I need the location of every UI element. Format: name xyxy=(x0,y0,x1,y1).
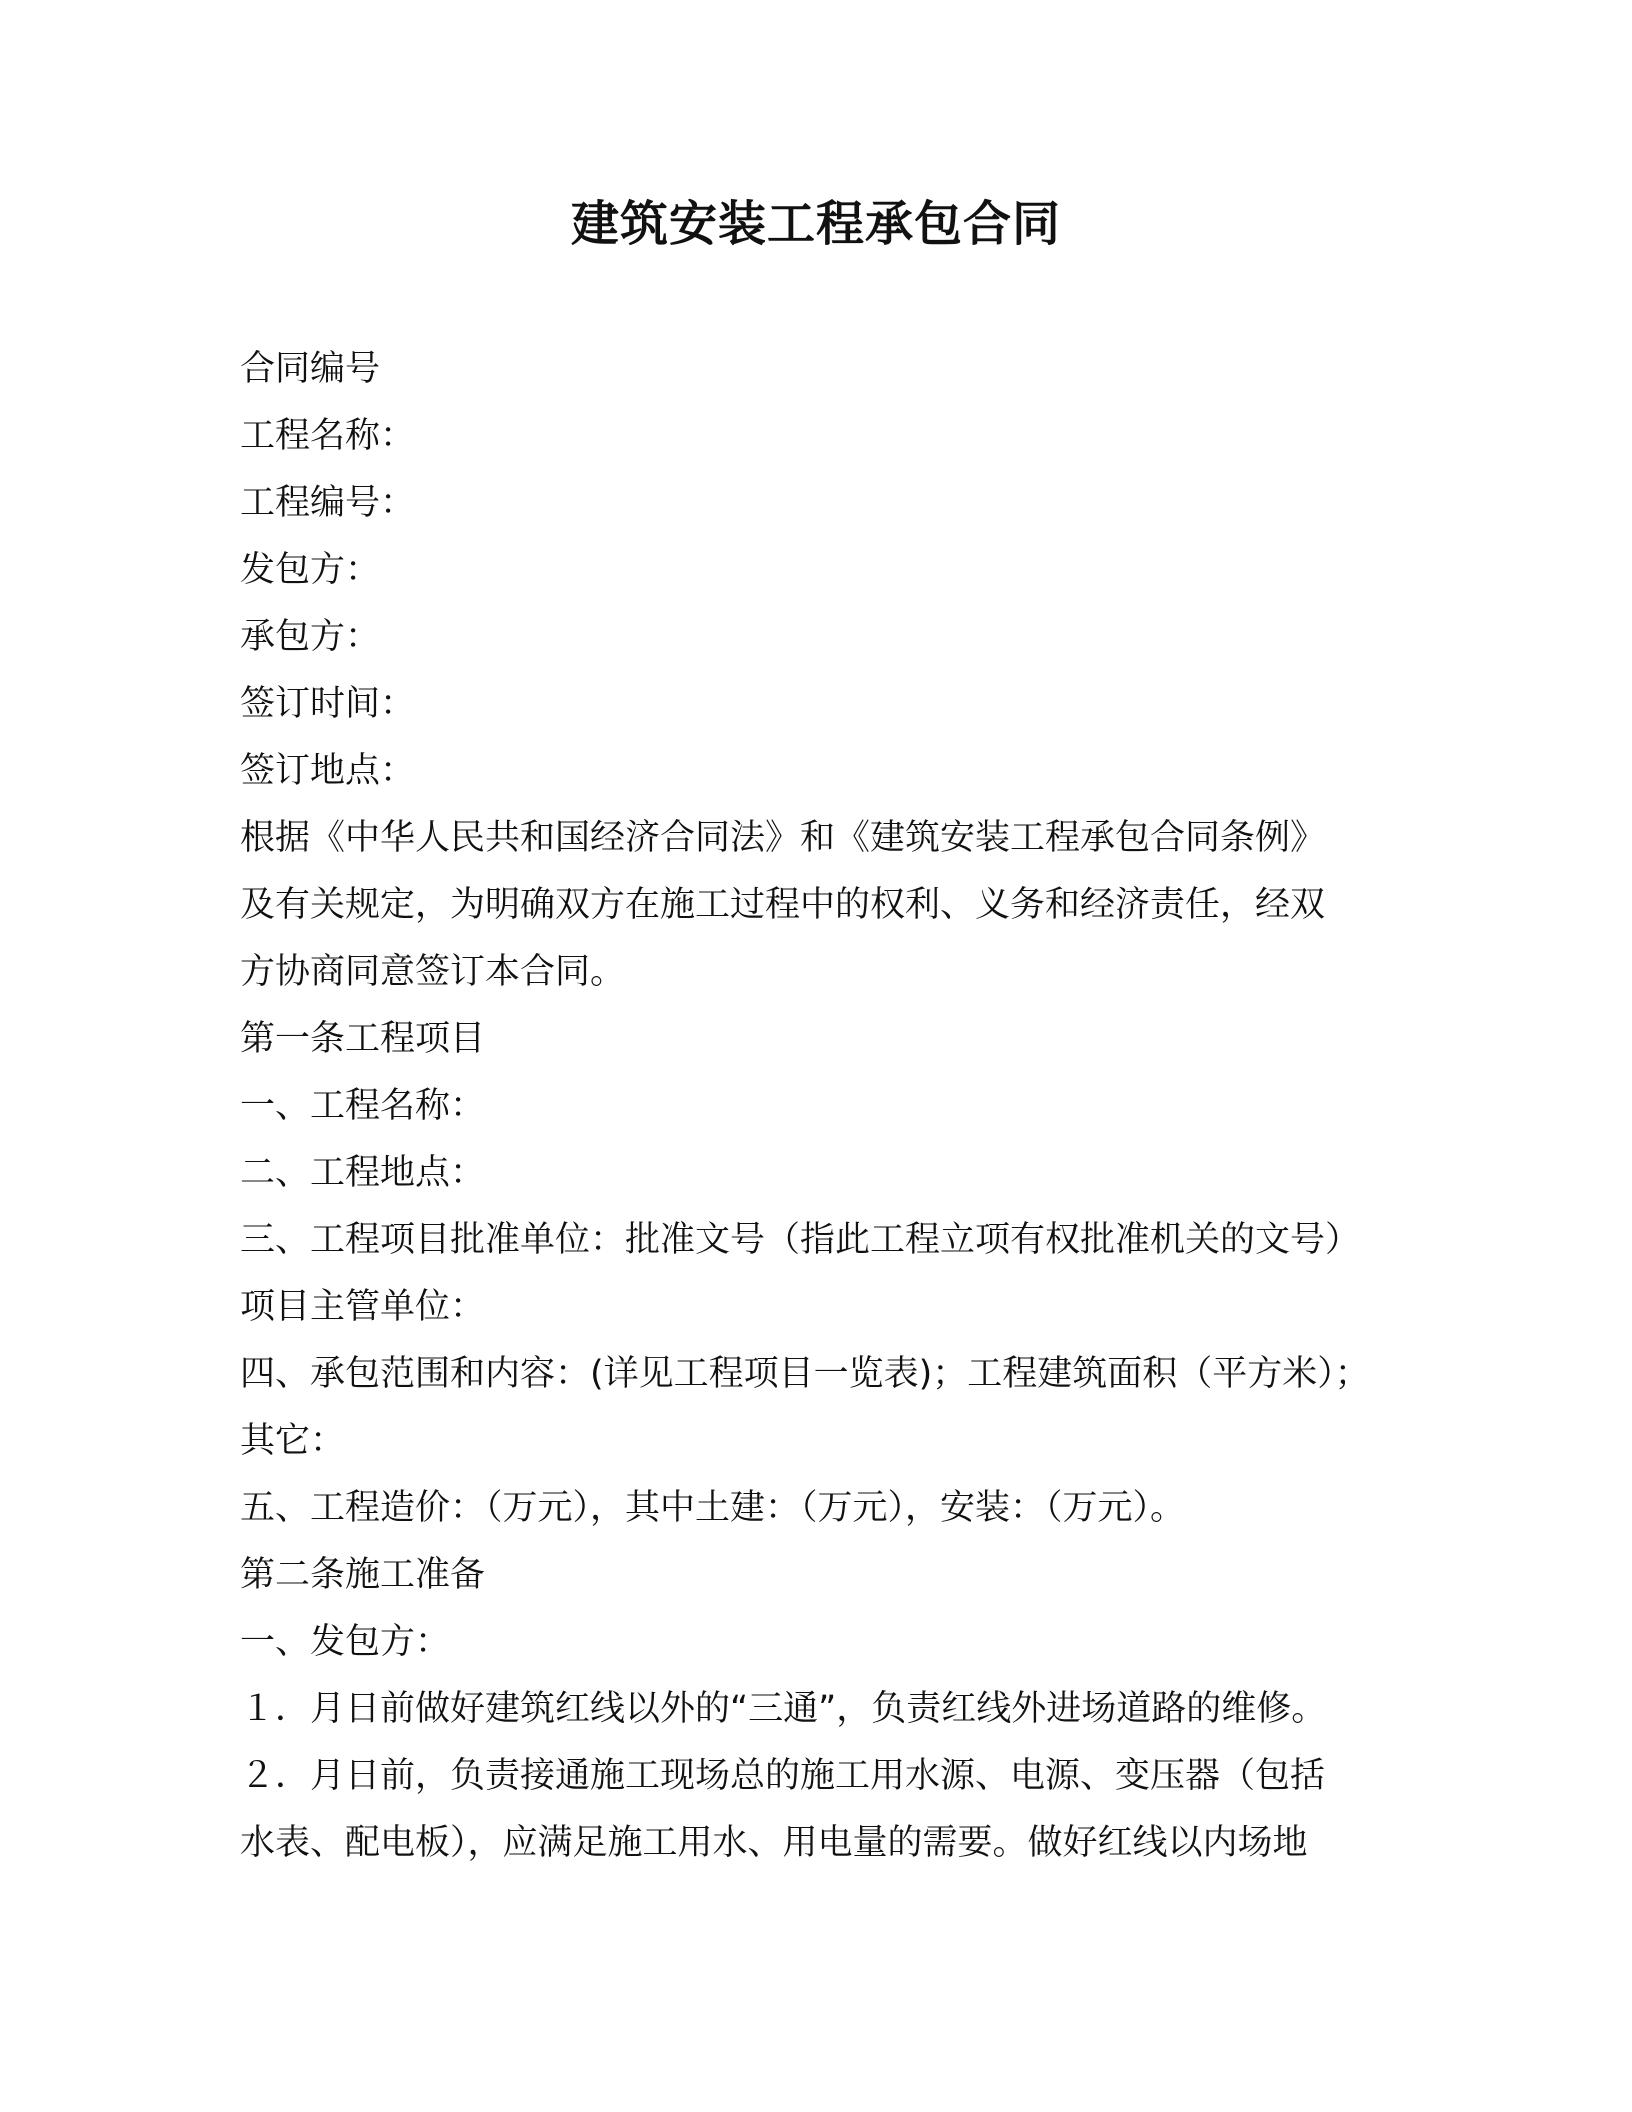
article-1-item: 二、工程地点： xyxy=(240,1153,486,1193)
preamble-line: 方协商同意签订本合同。 xyxy=(240,952,626,992)
article-1-item: 五、工程造价：（万元），其中土建：（万元），安装：（万元）。 xyxy=(240,1488,1186,1528)
signing-place-line: 签订地点： xyxy=(240,751,416,791)
contract-number-line: 合同编号 xyxy=(240,349,381,389)
preamble-line: 根据《中华人民共和国经济合同法》和《建筑安装工程承包合同条例》 xyxy=(240,818,1326,858)
article-1-item: 四、承包范围和内容：(详见工程项目一览表)；工程建筑面积（平方米）； xyxy=(240,1354,1370,1394)
contract-body xyxy=(240,336,1400,1877)
article-2-item: １．月日前做好建筑红线以外的“三通”，负责红线外进场道路的维修。 xyxy=(240,1689,1327,1729)
article-2-item: 一、发包方： xyxy=(240,1622,451,1662)
project-number-line: 工程编号： xyxy=(240,483,416,523)
article-1-item: 项目主管单位： xyxy=(240,1287,486,1327)
article-1-item: 一、工程名称： xyxy=(240,1086,486,1126)
article-1-item: 其它： xyxy=(240,1421,346,1461)
signing-time-line: 签订时间： xyxy=(240,684,416,724)
document-title: 建筑安装工程承包合同 xyxy=(570,196,1061,252)
employer-line: 发包方： xyxy=(240,550,381,590)
preamble-line: 及有关规定，为明确双方在施工过程中的权利、义务和经济责任，经双 xyxy=(240,885,1326,925)
article-2-item: ２．月日前，负责接通施工现场总的施工用水源、电源、变压器（包括 xyxy=(240,1756,1326,1796)
article-2-heading: 第二条施工准备 xyxy=(240,1555,486,1595)
article-1-item: 三、工程项目批准单位：批准文号（指此工程立项有权批准机关的文号） xyxy=(240,1220,1361,1260)
contractor-line: 承包方： xyxy=(240,617,381,657)
article-1-heading: 第一条工程项目 xyxy=(240,1019,486,1059)
article-2-item: 水表、配电板），应满足施工用水、用电量的需要。做好红线以内场地 xyxy=(240,1823,1308,1863)
project-name-line: 工程名称： xyxy=(240,416,416,456)
